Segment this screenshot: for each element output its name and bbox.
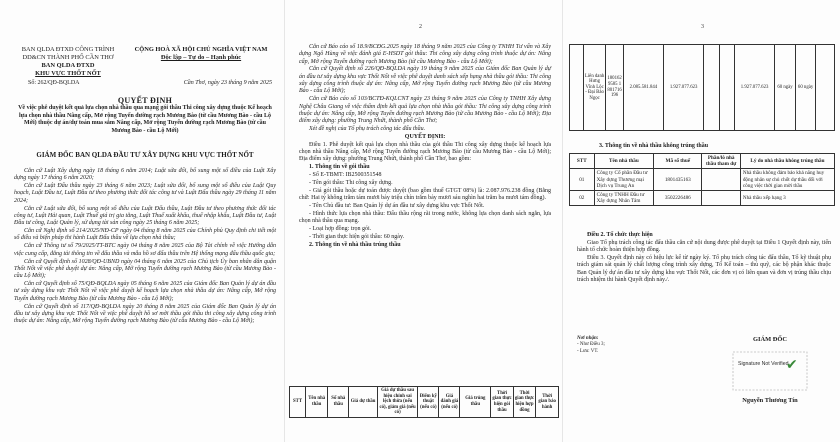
legal-basis-1: Căn cứ Luật Xây dựng ngày 18 tháng 6 năm 2014; Luật sửa đổi, bổ sung một số điều của Luật Xây dựng ngày 17 tháng 6 năm 2020; <box>14 168 276 182</box>
basis-report-1: Căn cứ Báo cáo số 18.9/BCĐG.2025 ngày 18 tháng 9 năm 2025 của Công ty TNHH Tư vấn và Xây dựng Ngô Hùng về việc đánh giá E-HSDT gói thầu: Thi công xây dựng công trình thuộc dự án: Nâng cấp, Mở rộng Tuyến đường rạch Mương Bào (từ cầu Mương Bào - cầu Lộ Mới); <box>299 44 551 65</box>
article-2-text: Giao Tổ phụ trách công tác đấu thầu căn cứ nội dung được phê duyệt tại Điều 1 Quyết định này, tiến hành tổ chức hoàn thiện hợp đồng. <box>577 239 831 254</box>
package-contract-type: - Loại hợp đồng: trọn gói. <box>309 226 372 233</box>
digital-signature-stamp <box>732 351 808 391</box>
col-eval-price: Giá đánh giá (nếu có) <box>439 387 460 418</box>
winner-table-row <box>569 44 835 131</box>
loser-1-lot <box>702 169 740 191</box>
recipient-2: - Lưu: VT. <box>577 348 599 354</box>
recipients-block <box>577 336 605 355</box>
legal-basis-7: Căn cứ Quyết định số 75/QĐ-BQLDA ngày 05 tháng 6 năm 2025 của Giám đốc Ban Quản lý dự án đầu tư xây dựng khu vực Thốt Nốt về việc phê duyệt kế hoạch lựa chọn nhà thầu dự án: Nâng cấp, Mở rộng Tuyến đường rạch Mương Bào (từ cầu Mương Bào - cầu Lộ Mới); <box>14 281 276 302</box>
col-warranty: Thời gian bảo hành <box>536 387 559 418</box>
section-1-title: 1. Thông tin về gói thầu <box>309 164 370 171</box>
winner-table-header <box>289 386 559 418</box>
recipient-1: - Như Điều 3; <box>577 342 605 348</box>
legal-basis-3: Căn cứ Luật sửa đổi, bổ sung một số điều của Luật Đấu thầu, Luật Đầu tư theo phương thức đối tác công tư, Luật Hải quan, Luật Thuế giá trị gia tăng, Luật Thuế xuất khẩu, thuế nhập khẩu, Luật Đầu tư, Luật Đầu tư công, Luật Quản lý, sử dụng tài sản công ngày 25 tháng 6 năm 2025; <box>14 205 276 227</box>
loser-1-name: Công ty Cổ phần Đầu tư Xây dựng Thương mại Dịch vụ Trung An <box>594 169 654 191</box>
loser-2-name: Công ty TNHH Đầu tư Xây dựng Nhân Tâm <box>594 191 654 206</box>
agency-line-1: BAN QLDA ĐTXD CÔNG TRÌNH <box>21 46 115 53</box>
legal-basis-2: Căn cứ Luật Đấu thầu ngày 23 tháng 6 năm 2023; Luật sửa đổi, bổ sung một số điều của Luật Quy hoạch, Luật Đầu tư, Luật Đầu tư theo phương thức đối tác công tư và Luật Đấu thầu ngày 29 tháng 11 năm 2024; <box>14 183 276 204</box>
package-method: - Hình thức lựa chọn nhà thầu: Đấu thầu rộng rãi trong nước, không lựa chọn danh sách ngắn, lựa chọn nhà thầu qua mạng. <box>299 211 551 225</box>
legal-basis-5: Căn cứ Thông tư số 79/2025/TT-BTC ngày 04 tháng 8 năm 2025 của Bộ Tài chính về việc Hướng dẫn việc cung cấp, đăng tải thông tin về đấu thầu và mẫu hồ sơ đấu thầu trên Hệ thống mạng đấu thầu quốc gia; <box>14 243 276 257</box>
winner-stt <box>570 45 584 131</box>
loser-1-stt: 01 <box>570 169 595 191</box>
nation-line-2: Độc lập – Tự do – Hạnh phúc <box>160 54 242 61</box>
col-exec-time: Thời gian thực hiện gói thầu <box>491 387 514 418</box>
winner-adjusted-price: 1.927.077.623 <box>664 45 704 131</box>
col-contractor-name: Tên nhà thầu <box>305 387 327 418</box>
authority-line: GIÁM ĐỐC BAN QLDA ĐẦU TƯ XÂY DỰNG KHU VỰC THỐT NỐT <box>36 151 254 159</box>
legal-basis-4: Căn cứ Nghị định số 214/2025/NĐ-CP ngày 04 tháng 8 năm 2025 của Chính phủ Quy định chi tiết một số điều và biện pháp thi hành Luật Đấu thầu về lựa chọn nhà thầu; <box>14 228 276 242</box>
basis-report-103: Căn cứ Báo cáo số 103/BCTĐ-KQLCNT ngày 23 tháng 9 năm 2025 của Công ty TNHH Xây dựng Nghệ Châu Giang về việc thẩm định kết quả lựa chọn nhà thầu gói thầu: Thi công xây dựng công trình thuộc dự án: Nâng cấp, Mở rộng Tuyến đường rạch Mương Bào (từ cầu Mương Bào - cầu Lộ Mới); Địa điểm xây dựng: phường Trung Nhứt, thành phố Cần Thơ; <box>299 96 551 125</box>
loser-2-lot <box>702 191 740 206</box>
winner-contract-time: 60 ngày <box>795 45 816 131</box>
doc-number: Số: 262/QĐ-BQLDA <box>28 80 80 86</box>
col-bid-price: Giá dự thầu <box>349 387 378 418</box>
section-3-title: 3. Thông tin về nhà thầu không trúng thầu <box>599 143 709 149</box>
loser-2-reason: Nhà thầu xếp hạng 3 <box>740 191 834 206</box>
page-2 <box>284 0 563 442</box>
signature-status: Signature Not Verified <box>738 361 789 367</box>
page-2-body <box>299 44 551 250</box>
title-block <box>18 96 272 135</box>
agency-line-4: KHU VỰC THỐT NỐT <box>35 70 101 77</box>
col-award-price: Giá trúng thầu <box>460 387 491 418</box>
agency-line-3: BAN QLDA ĐTXD <box>41 62 95 69</box>
winner-eval-price <box>719 45 734 131</box>
losers-col-stt: STT <box>570 154 595 169</box>
legal-basis-8: Căn cứ Quyết định số 117/QĐ-BQLDA ngày 20 tháng 8 năm 2025 của Giám đốc Ban Quản lý dự án đầu tư xây dựng khu vực Thốt Nốt về việc phê duyệt hồ sơ mời thầu gói thầu thi công xây dựng công trình thuộc dự án: Nâng cấp, Mở rộng Tuyến đường rạch Mương Bào (từ cầu Mương Bào - cầu Lộ Mới); <box>14 303 276 325</box>
winner-exec-time: 60 ngày <box>775 45 796 131</box>
place-date: Cần Thơ, ngày 23 tháng 9 năm 2025 <box>183 80 272 86</box>
col-contract-time: Thời gian thực hiện hợp đồng <box>513 387 536 418</box>
recipients-title: Nơi nhận: <box>577 336 599 341</box>
package-duration: - Thời gian thực hiện gói thầu: 60 ngày. <box>309 234 405 241</box>
page-1 <box>0 0 284 442</box>
signer-name: Nguyễn Thương Tín <box>742 397 798 404</box>
package-investor: - Tên Chủ đầu tư: Ban Quản lý dự án đầu tư xây dựng khu vực Thốt Nốt. <box>309 203 485 210</box>
winner-tech-score <box>704 45 719 131</box>
legal-basis-6: Căn cứ Quyết định số 1028/QĐ-UBND ngày 04 tháng 6 năm 2025 của Chủ tịch Ủy ban nhân dân quận Thốt Nốt về việc phê duyệt dự án: Nâng cấp, Mở rộng Tuyến đường rạch Mương Bào (từ cầu Mương Bào - cầu Lộ Mới); <box>14 258 276 280</box>
page-number-3: 3 <box>701 24 704 30</box>
loser-2-tax: 3502226486 <box>654 191 702 206</box>
legal-basis-list <box>14 168 276 326</box>
loser-2-stt: 02 <box>570 191 595 206</box>
article-1: Điều 1. Phê duyệt kết quả lựa chọn nhà thầu của gói thầu Thi công xây dựng thuộc kế hoạch lựa chọn nhà thầu Nâng cấp, Mở rộng Tuyến đường rạch Mương Bào (từ cầu Mương Bào - cầu Lộ Mới); Địa điểm xây dựng: phường Trung Nhứt, thành phố Cần Thơ, bao gồm: <box>299 141 551 163</box>
package-name: - Tên gói thầu: Thi công xây dựng. <box>309 180 393 187</box>
winner-warranty <box>816 45 835 131</box>
basis-proposal: Xét đề nghị của Tổ phụ trách công tác đấu thầu. <box>309 126 426 133</box>
signature-block <box>715 336 825 404</box>
losers-col-lot: Phần/lô nhà thầu tham dự <box>702 154 740 169</box>
page-title: QUYẾT ĐỊNH <box>117 96 173 105</box>
document-header <box>14 46 276 78</box>
winner-name: Liên danh Hưng Vĩnh Lộc - Đại Bảo Ngọc <box>583 45 605 131</box>
decision-subject: Về việc phê duyệt kết quả lựa chọn nhà thầu qua mạng gói thầu Thi công xây dựng thuộc Kế hoạch lựa chọn nhà thầu Nâng cấp, Mở rộng Tuyến đường rạch Mương Bào (từ cầu Mương Bào - cầu Lộ Mới) thuộc dự án/dự toán mua sắm Nâng cấp, Mở rộng Tuyến đường rạch Mương Bào (từ cầu Mương Bào - cầu Lộ Mới) <box>18 105 272 134</box>
col-contractor-code: Số nhà thầu <box>328 387 349 418</box>
winner-award-price: 1.927.077.623 <box>735 45 775 131</box>
nation-line-1: CỘNG HOÀ XÃ HỘI CHỦ NGHĨA VIỆT NAM <box>134 46 268 53</box>
article-2-title: Điều 2. Tổ chức thực hiện <box>587 232 653 238</box>
nation-block <box>126 46 276 78</box>
package-tbmt: - Số E-TBMT: IB2500351548 <box>309 172 382 179</box>
number-date-row <box>14 80 276 86</box>
loser-1-reason: Nhà thầu không đảm bảo khả năng huy động nhân sự chủ chốt dự thầu đối với công việc thời gian mời thầu <box>740 169 834 191</box>
checkmark-icon: ✔ <box>786 357 798 373</box>
package-price: - Giá gói thầu hoặc dự toán được duyệt (bao gồm thuế GTGT 08%) là: 2.087.976.238 đồng (Bằng chữ: Hai tỷ không trăm tám mươi bảy triệu chín trăm bảy mươi sáu nghìn hai trăm ba mươi tám đồng). <box>299 187 551 202</box>
col-stt: STT <box>290 387 306 418</box>
page-number-2: 2 <box>419 24 422 30</box>
losers-col-name: Tên nhà thầu <box>594 154 654 169</box>
decide-heading: QUYẾT ĐỊNH: <box>404 133 446 140</box>
losers-col-reason: Lý do nhà thầu không trúng thầu <box>740 154 834 169</box>
loser-1-tax: 1801435163 <box>654 169 702 191</box>
agency-block <box>14 46 122 78</box>
col-tech-score: Điểm kỹ thuật (nếu có) <box>418 387 439 418</box>
winner-bid-price: 2.085.581.844 <box>623 45 663 131</box>
col-adjusted-price: Giá dự thầu sau hiệu chỉnh sai lệch thừa (nếu có), giảm giá (nếu có) <box>377 387 417 418</box>
signer-title: GIÁM ĐỐC <box>753 336 787 343</box>
section-2-title: 2. Thông tin về nhà thầu trúng thầu <box>309 242 401 249</box>
losers-table <box>569 153 835 206</box>
winner-code: 1801629585 1801716196 <box>606 45 623 131</box>
losers-col-tax: Mã số thuế <box>654 154 702 169</box>
agency-line-2: DD&CN THÀNH PHỐ CẦN THƠ <box>22 54 114 61</box>
basis-decision-226: Căn cứ Quyết định số 226/QĐ-BQLDA ngày 19 tháng 9 năm 2025 của Giám đốc Ban Quản lý dự án đầu tư xây dựng khu vực Thốt Nốt về việc phê duyệt danh sách xếp hạng nhà thầu gói thầu: Thi công xây dựng công trình thuộc dự án: Nâng cấp, Mở rộng Tuyến đường rạch Mương Bào (từ cầu Mương Bào - cầu Lộ Mới); <box>299 66 551 95</box>
page-3 <box>562 0 840 442</box>
article-3: Điều 3. Quyết định này có hiệu lực kể từ ngày ký. Tổ phụ trách công tác đấu thầu, Tổ kỹ thuật phụ trách giám sát quản lý chất lượng công trình xây dựng, Tổ Kế toán – thủ quỹ, các bộ phận khác thuộc Ban Quản lý dự án đầu tư xây dựng khu vực Thốt Nốt, các đơn vị có liên quan và đơn vị trúng thầu chịu trách nhiệm thi hành Quyết định này./. <box>577 255 831 283</box>
articles-2-3 <box>577 232 831 285</box>
